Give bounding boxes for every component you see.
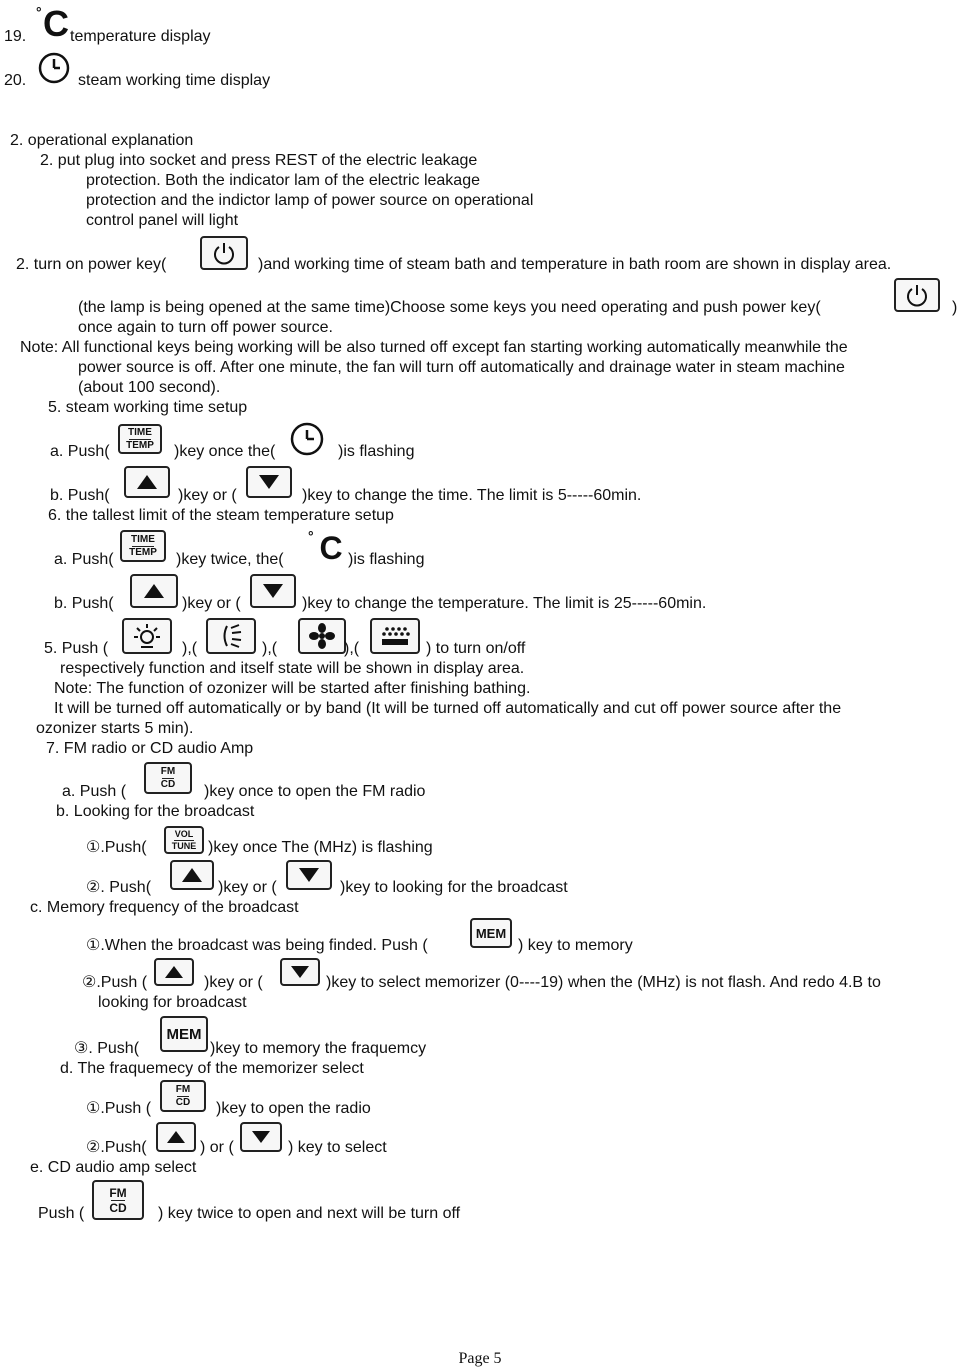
fan-key-icon [298, 618, 346, 654]
fm-cd-key-icon: FM CD [92, 1180, 144, 1220]
paragraph-line: )key to change the temperature. The limit is 25-----60min. [302, 595, 707, 612]
down-key-icon [286, 860, 332, 890]
paragraph-line: (the lamp is being opened at the same time)Choose some keys you need operating and push power key( [78, 299, 821, 316]
paragraph-line: ),( [344, 640, 360, 657]
paragraph-line: ),( [262, 640, 278, 657]
paragraph-line: )is flashing [348, 551, 425, 568]
paragraph-line: protection and the indictor lamp of power source on operational [86, 192, 534, 209]
fm-cd-key-icon: FM CD [160, 1080, 206, 1112]
paragraph-line: ) or ( [200, 1139, 234, 1156]
paragraph-line: b. Push( [50, 487, 110, 504]
paragraph-line: )key or ( [178, 487, 237, 504]
paragraph-line: ①.Push ( [86, 1100, 152, 1117]
time-temp-key-icon: TIME TEMP [120, 530, 166, 562]
paragraph-line: ②. Push( [86, 879, 152, 896]
paragraph-line: )key once the( [174, 443, 276, 460]
mem-key-icon: MEM [160, 1016, 208, 1052]
paragraph-line: a. Push( [50, 443, 110, 460]
paragraph-line: 5. Push ( [44, 640, 109, 657]
paragraph-line: )key to looking for the broadcast [340, 879, 568, 896]
note-line: Note: All functional keys being working will be also turned off except fan starting working automatically meanwhile the [20, 339, 848, 356]
item-20-text: steam working time display [78, 72, 271, 89]
paragraph-line: It will be turned off automatically or by band (It will be turned off automatically and cut off power source after the [54, 700, 842, 717]
paragraph-line: 2. put plug into socket and press REST of the electric leakage [40, 152, 478, 169]
paragraph-line: )key to memory the fraquemcy [210, 1040, 427, 1057]
paragraph-line: )key to open the radio [216, 1100, 371, 1117]
note-line: Note: The function of ozonizer will be started after finishing bathing. [54, 680, 531, 697]
light-key-icon [122, 618, 172, 654]
down-key-icon [280, 958, 320, 986]
paragraph-line: Push ( [38, 1205, 85, 1222]
paragraph-line: ),( [182, 640, 198, 657]
paragraph-line: 2. turn on power key( [16, 256, 167, 273]
mem-key-icon: MEM [470, 918, 512, 948]
paragraph-line: protection. Both the indicator lam of the electric leakage [86, 172, 480, 189]
power-key-icon [894, 278, 940, 312]
down-key-icon [240, 1122, 282, 1152]
paragraph-line: )key to change the time. The limit is 5-----60min. [302, 487, 642, 504]
paragraph-line: )and working time of steam bath and temperature in bath room are shown in display area. [258, 256, 892, 273]
up-key-icon [156, 1122, 196, 1152]
up-key-icon [124, 466, 170, 498]
paragraph-line: ozonizer starts 5 min). [36, 720, 194, 737]
item-20-number: 20. [4, 72, 27, 89]
paragraph-line: )key or ( [204, 974, 263, 991]
paragraph-line: )key or ( [182, 595, 241, 612]
paragraph-line: once again to turn off power source. [78, 319, 333, 336]
paragraph-line: ) [952, 299, 958, 316]
power-key-icon [200, 236, 248, 270]
down-key-icon [246, 466, 292, 498]
celsius-icon: ° C [308, 528, 343, 566]
paragraph-line: respectively function and itself state will be shown in display area. [60, 660, 525, 677]
down-key-icon [250, 574, 296, 608]
celsius-icon: ° C [36, 3, 69, 44]
paragraph-line: ②.Push ( [82, 974, 148, 991]
vol-tune-key-icon: VOL TUNE [164, 826, 204, 854]
paragraph-line: ) key to select [288, 1139, 387, 1156]
paragraph-line: looking for broadcast [98, 994, 247, 1011]
paragraph-line: b. Looking for the broadcast [56, 803, 255, 820]
up-key-icon [154, 958, 194, 986]
paragraph-line: e. CD audio amp select [30, 1159, 197, 1176]
paragraph-line: a. Push( [54, 551, 114, 568]
section-heading: 7. FM radio or CD audio Amp [46, 740, 254, 757]
section-heading: 5. steam working time setup [48, 399, 248, 416]
item-19-number: 19. [4, 28, 27, 45]
time-temp-key-icon: TIME TEMP [118, 424, 162, 454]
ozone-key-icon [370, 618, 420, 654]
section-heading: 6. the tallest limit of the steam temperature setup [48, 507, 394, 524]
paragraph-line: ) key twice to open and next will be turn off [158, 1205, 461, 1222]
paragraph-line: ①.Push( [86, 839, 147, 856]
paragraph-line: )key once The (MHz) is flashing [208, 839, 433, 856]
reading-light-key-icon [206, 618, 256, 654]
paragraph-line: ①.When the broadcast was being finded. Push ( [86, 937, 428, 954]
item-19-text: temperature display [70, 28, 211, 45]
up-key-icon [170, 860, 214, 890]
paragraph-line: d. The fraquemecy of the memorizer select [60, 1060, 364, 1077]
paragraph-line: )key twice, the( [176, 551, 284, 568]
paragraph-line: )key or ( [218, 879, 277, 896]
clock-icon [288, 420, 326, 458]
paragraph-line: )is flashing [338, 443, 415, 460]
page-number: Page 5 [458, 1350, 502, 1367]
paragraph-line: b. Push( [54, 595, 114, 612]
fm-cd-key-icon: FM CD [144, 762, 192, 794]
clock-icon [36, 50, 72, 86]
paragraph-line: )key once to open the FM radio [204, 783, 426, 800]
paragraph-line: control panel will light [86, 212, 239, 229]
section-heading: 2. operational explanation [10, 132, 194, 149]
paragraph-line: c. Memory frequency of the broadcast [30, 899, 299, 916]
up-key-icon [130, 574, 178, 608]
paragraph-line: ②.Push( [86, 1139, 147, 1156]
paragraph-line: ③. Push( [74, 1040, 140, 1057]
paragraph-line: )key to select memorizer (0----19) when the (MHz) is not flash. And redo 4.B to [326, 974, 881, 991]
note-line: power source is off. After one minute, the fan will turn off automatically and drainage water in steam machine [78, 359, 845, 376]
paragraph-line: ) key to memory [518, 937, 633, 954]
paragraph-line: ) to turn on/off [426, 640, 526, 657]
paragraph-line: a. Push ( [62, 783, 127, 800]
note-line: (about 100 second). [78, 379, 221, 396]
